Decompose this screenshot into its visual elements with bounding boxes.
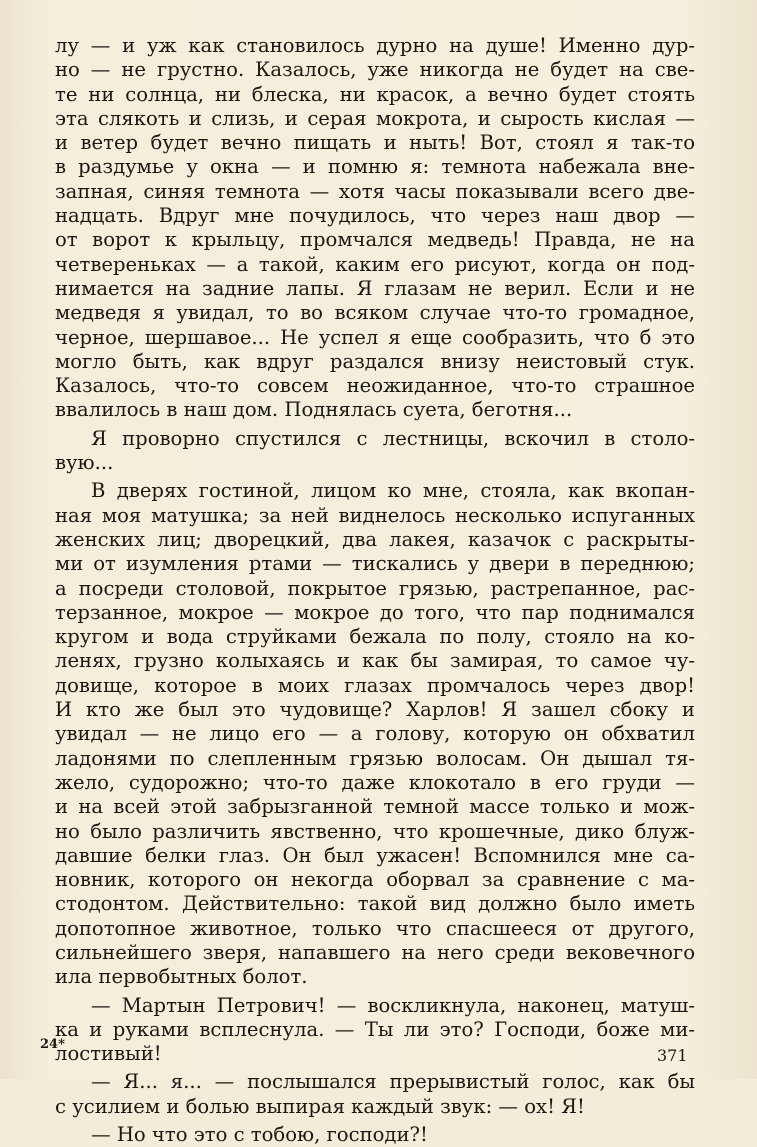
text-line: в раздумье у окна — и помню я: темнота набежала вне- bbox=[55, 155, 695, 179]
text-line: давшие белки глаз. Он был ужасен! Вспомнился мне са- bbox=[55, 843, 695, 867]
text-line: — Но что это с тобою, господи?! bbox=[91, 1123, 428, 1147]
signature-mark: 24* bbox=[40, 1037, 65, 1052]
text-line: терзанное, мокрое — мокрое до того, что пар поднимался bbox=[55, 600, 695, 624]
text-line: запная, синяя темнота — хотя часы показывали всего две- bbox=[55, 179, 695, 203]
paragraph bbox=[55, 994, 695, 1067]
text-line: ввалилось в наш дом. Поднялась суета, беготня... bbox=[55, 398, 573, 422]
text-line: могло быть, как вдруг раздался внизу неистовый стук. bbox=[55, 349, 695, 373]
text-line: Казалось, что-то совсем неожиданное, что-то страшное bbox=[55, 374, 695, 398]
text-line: стодонтом. Действительно: такой вид должно было иметь bbox=[55, 892, 695, 916]
text-line: женских лиц; дворецкий, два лакея, казачок с раскрыты- bbox=[55, 527, 695, 551]
paragraph bbox=[55, 1070, 695, 1119]
text-line: допотопное животное, только что спасшееся от другого, bbox=[55, 916, 695, 940]
paragraph bbox=[55, 34, 695, 423]
text-line: И кто же был это чудовище? Харлов! Я зашел сбоку и bbox=[55, 698, 695, 722]
text-line: и ветер будет вечно пищать и ныть! Вот, стоял я так-то bbox=[55, 131, 695, 155]
text-line: те ни солнца, ни блеска, ни красок, а вечно будет стоять bbox=[55, 82, 695, 106]
text-line: жело, судорожно; что-то даже клокотало в его груди — bbox=[55, 770, 695, 794]
text-line: вую... bbox=[55, 451, 114, 475]
text-line: и на всей этой забрызганной темной массе только и мож- bbox=[55, 795, 695, 819]
text-line: Я проворно спустился с лестницы, вскочил в столо- bbox=[91, 426, 695, 450]
paragraph bbox=[55, 479, 695, 989]
text-line: увидал — не лицо его — а голову, которую он обхватил bbox=[55, 722, 695, 746]
text-line: ила первобытных болот. bbox=[55, 965, 308, 989]
text-line: эта слякоть и слизь, и серая мокрота, и сырость кислая — bbox=[55, 106, 695, 130]
text-line: а посреди столовой, покрытое грязью, растрепанное, рас- bbox=[55, 576, 695, 600]
text-line: довище, которое в моих глазах промчалось через двор! bbox=[55, 673, 695, 697]
text-line: кругом и вода струйками бежала по полу, стояло на ко- bbox=[55, 625, 695, 649]
paragraph bbox=[55, 1123, 695, 1147]
text-line: от ворот к крыльцу, промчался медведь! Правда, не на bbox=[55, 228, 695, 252]
text-line: четвереньках — а такой, каким его рисуют, когда он под- bbox=[55, 252, 695, 276]
text-line: ная моя матушка; за ней виднелось несколько испуганных bbox=[55, 503, 695, 527]
text-line: ми от изумления ртами — тискались у двери в переднюю; bbox=[55, 552, 695, 576]
text-line: но — не грустно. Казалось, уже никогда не будет на све- bbox=[55, 58, 695, 82]
text-line: надцать. Вдруг мне почудилось, что через наш двор — bbox=[55, 204, 695, 228]
body-text bbox=[55, 34, 695, 1147]
page-number: 371 bbox=[657, 1046, 688, 1065]
text-line: В дверях гостиной, лицом ко мне, стояла, как вкопан- bbox=[91, 479, 695, 503]
text-line: — Мартын Петрович! — воскликнула, наконец, матуш- bbox=[91, 993, 695, 1017]
text-line: лостивый! bbox=[55, 1042, 162, 1066]
text-line: новник, которого он некогда оборвал за сравнение с ма- bbox=[55, 868, 695, 892]
text-line: нимается на задние лапы. Я глазам не верил. Если и не bbox=[55, 276, 695, 300]
text-line: с усилием и болью выпирая каждый звук: — ох! Я! bbox=[55, 1094, 585, 1118]
text-line: — Я... я... — послышался прерывистый голос, как бы bbox=[91, 1070, 695, 1094]
text-line: лу — и уж как становилось дурно на душе! Именно дур- bbox=[55, 34, 695, 57]
text-line: но было различить явственно, что крошечные, дико блуж- bbox=[55, 819, 695, 843]
text-line: ка и руками всплеснула. — Ты ли это? Господи, боже ми- bbox=[55, 1017, 695, 1041]
text-line: ладонями по слепленным грязью волосам. Он дышал тя- bbox=[55, 746, 695, 770]
text-line: медведя я увидал, то во всяком случае что-то громадное, bbox=[55, 301, 695, 325]
paragraph bbox=[55, 427, 695, 476]
text-line: черное, шершавое... Не успел я еще сообразить, что б это bbox=[55, 325, 695, 349]
text-line: ленях, грузно колыхаясь и как бы замирая, то самое чу- bbox=[55, 649, 695, 673]
text-line: сильнейшего зверя, напавшего на него среди вековечного bbox=[55, 940, 695, 964]
